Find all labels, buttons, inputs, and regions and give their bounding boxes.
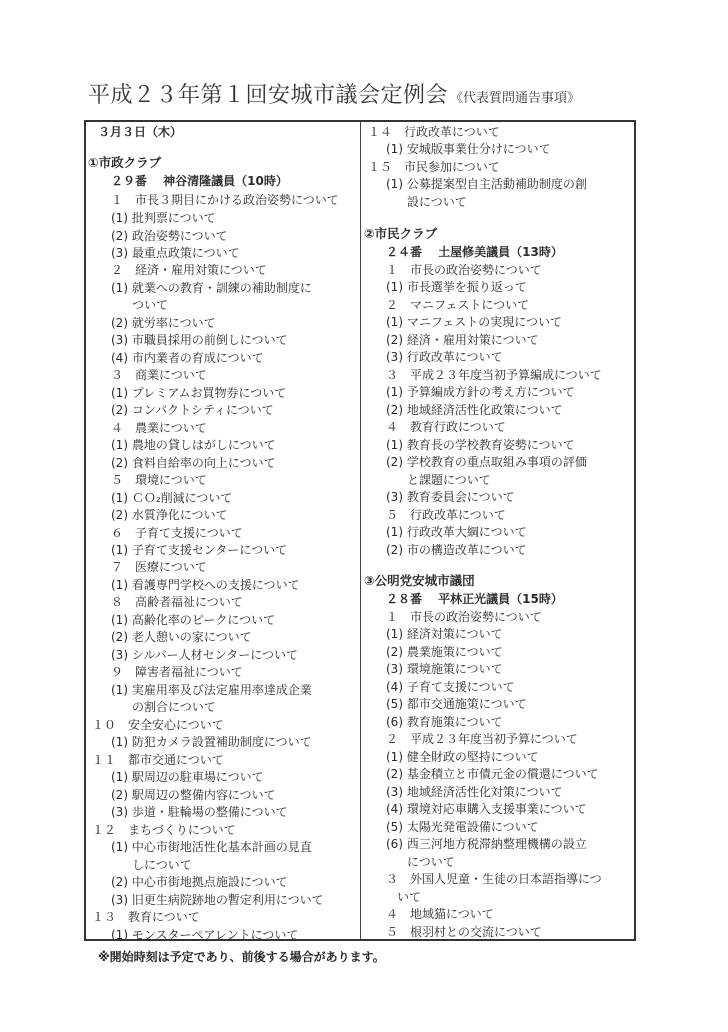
agenda-line: ３ 平成２３年度当初予算編成について bbox=[386, 368, 602, 382]
agenda-line: (4) 環境対応車購入支援事業について bbox=[386, 802, 587, 816]
agenda-line: １ 市長３期目にかける政治姿勢について bbox=[111, 193, 339, 207]
agenda-line: (1) マニフェストの実現について bbox=[386, 315, 562, 329]
agenda-line: (1) 看護専門学校への支援について bbox=[111, 578, 300, 592]
agenda-line: ３ 外国人児童・生徒の日本語指導につ bbox=[386, 872, 602, 886]
agenda-line: ７ 医療について bbox=[111, 560, 207, 574]
date-heading: ３月３日（木） bbox=[98, 125, 183, 139]
footnote: ※開始時刻は予定であり、前後する場合があります。 bbox=[98, 950, 385, 964]
agenda-table bbox=[84, 120, 636, 941]
member-heading: ２８番 平林正光議員（15時） bbox=[386, 592, 563, 606]
faction-heading: ②市民クラブ bbox=[364, 226, 438, 241]
agenda-line: (1) 市長選挙を振り返って bbox=[386, 280, 527, 294]
agenda-line: (2) 駅周辺の整備内容について bbox=[111, 788, 276, 802]
agenda-line: ３ 商業について bbox=[111, 368, 207, 382]
agenda-line: (1) 農地の貸しはがしについて bbox=[111, 438, 276, 452]
agenda-line: (3) 環境施策について bbox=[386, 662, 503, 676]
column-divider bbox=[360, 122, 361, 939]
agenda-line: (2) 経済・雇用対策について bbox=[386, 333, 539, 347]
agenda-line: (1) 健全財政の堅持について bbox=[386, 750, 539, 764]
agenda-line: (4) 子育て支援について bbox=[386, 680, 515, 694]
agenda-line: ４ 教育行政について bbox=[386, 420, 506, 434]
agenda-line: ついて bbox=[132, 298, 169, 312]
agenda-line: (3) シルバー人材センターについて bbox=[111, 648, 298, 662]
agenda-line: (2) 市の構造改革について bbox=[386, 543, 527, 557]
agenda-line: １５ 市民参加について bbox=[368, 160, 500, 174]
agenda-line: (1) プレミアムお買物券について bbox=[111, 386, 287, 400]
agenda-line: １０ 安全安心について bbox=[92, 718, 224, 732]
agenda-line: (1) 子育て支援センターについて bbox=[111, 543, 288, 557]
agenda-line: 設について bbox=[407, 195, 467, 209]
member-heading: ２４番 土屋修美議員（13時） bbox=[386, 245, 563, 259]
member-heading: ２９番 神谷清隆議員（10時） bbox=[111, 174, 288, 188]
agenda-line: (1) 予算編成方針の考え方について bbox=[386, 385, 575, 399]
agenda-line: (3) 教育委員会について bbox=[386, 490, 515, 504]
agenda-line: (2) 学校教育の重点取組み事項の評価 bbox=[386, 455, 587, 469]
agenda-line: ６ 子育て支援について bbox=[111, 526, 243, 540]
agenda-line: １１ 都市交通について bbox=[92, 753, 224, 767]
agenda-line: ５ 環境について bbox=[111, 473, 207, 487]
agenda-line: (1) 防犯カメラ設置補助制度について bbox=[111, 735, 312, 749]
agenda-line: (3) 市職員採用の前倒しについて bbox=[111, 333, 288, 347]
left-column bbox=[86, 122, 358, 939]
agenda-line: について bbox=[407, 855, 455, 869]
agenda-line: (3) 行政改革について bbox=[386, 350, 503, 364]
agenda-line: (1) 公募提案型自主活動補助制度の創 bbox=[386, 177, 587, 191]
agenda-line: (3) 旧更生病院跡地の暫定利用について bbox=[111, 893, 324, 907]
agenda-line: いて bbox=[397, 890, 422, 904]
agenda-line: (2) 地域経済活性化政策について bbox=[386, 403, 563, 417]
agenda-line: ２ マニフェストについて bbox=[386, 298, 530, 312]
agenda-line: (2) 水質浄化について bbox=[111, 508, 228, 522]
document-title bbox=[88, 78, 580, 109]
agenda-line: ２ 平成２３年度当初予算について bbox=[386, 732, 578, 746]
agenda-line: (1) 行政改革大綱について bbox=[386, 525, 527, 539]
agenda-line: ９ 障害者福祉について bbox=[111, 665, 243, 679]
agenda-line: (5) 太陽光発電設備について bbox=[386, 820, 539, 834]
title-main: 平成２３年第１回安城市議会定例会 bbox=[88, 83, 449, 108]
agenda-line: ５ 行政改革について bbox=[386, 508, 506, 522]
agenda-line: しについて bbox=[132, 858, 192, 872]
agenda-line: (1) 経済対策について bbox=[386, 627, 503, 641]
agenda-line: (1) モンスターペアレントについて bbox=[111, 928, 299, 939]
agenda-line: (1) 教育長の学校教育姿勢について bbox=[386, 438, 575, 452]
agenda-line: ４ 農業について bbox=[111, 421, 207, 435]
agenda-line: １３ 教育について bbox=[92, 910, 200, 924]
agenda-line: １ 市長の政治姿勢について bbox=[386, 263, 542, 277]
agenda-line: (1) 安城版事業仕分けについて bbox=[386, 142, 551, 156]
agenda-line: (2) 老人憩いの家について bbox=[111, 630, 252, 644]
agenda-line: (2) 就労率について bbox=[111, 316, 216, 330]
agenda-line: (5) 都市交通施策について bbox=[386, 697, 527, 711]
agenda-line: (1) 駅周辺の駐車場について bbox=[111, 770, 264, 784]
agenda-line: と課題について bbox=[407, 473, 491, 487]
agenda-line: ２ 経済・雇用対策について bbox=[111, 263, 267, 277]
agenda-line: の割合について bbox=[132, 700, 216, 714]
agenda-line: (2) 政治姿勢について bbox=[111, 229, 228, 243]
agenda-line: (3) 歩道・駐輪場の整備について bbox=[111, 805, 288, 819]
agenda-line: (1) 実雇用率及び法定雇用率達成企業 bbox=[111, 683, 312, 697]
faction-heading: ③公明党安城市議団 bbox=[364, 573, 475, 588]
faction-heading: ①市政クラブ bbox=[88, 155, 162, 170]
title-subtitle: 《代表質問通告事項》 bbox=[450, 91, 581, 106]
agenda-line: (2) 食料自給率の向上について bbox=[111, 456, 276, 470]
agenda-line: (3) 最重点政策について bbox=[111, 246, 240, 260]
agenda-line: (3) 地域経済活性化対策について bbox=[386, 785, 563, 799]
agenda-line: (1) 就業への教育・訓練の補助制度に bbox=[111, 281, 312, 295]
agenda-line: (6) 西三河地方税滞納整理機構の設立 bbox=[386, 837, 587, 851]
agenda-line: １ 市長の政治姿勢について bbox=[386, 610, 542, 624]
agenda-line: (2) コンパクトシティについて bbox=[111, 403, 274, 417]
agenda-line: １４ 行政改革について bbox=[368, 125, 500, 139]
agenda-line: (4) 市内業者の育成について bbox=[111, 351, 264, 365]
agenda-line: (6) 教育施策について bbox=[386, 715, 503, 729]
agenda-line: (1) 中心市街地活性化基本計画の見直 bbox=[111, 840, 312, 854]
agenda-line: (2) 中心市街地拠点施設について bbox=[111, 875, 288, 889]
agenda-line: １２ まちづくりについて bbox=[92, 823, 236, 837]
agenda-line: (1) 高齢化率のピークについて bbox=[111, 613, 276, 627]
agenda-line: (1) ＣＯ₂削減について bbox=[111, 491, 233, 505]
right-column bbox=[362, 122, 634, 939]
agenda-line: ５ 根羽村との交流について bbox=[386, 925, 542, 939]
agenda-line: (2) 基金積立と市債元金の償還について bbox=[386, 767, 599, 781]
agenda-line: ８ 高齢者福祉について bbox=[111, 595, 243, 609]
agenda-line: ４ 地域猫について bbox=[386, 907, 494, 921]
agenda-line: (1) 批判票について bbox=[111, 211, 216, 225]
agenda-line: (2) 農業施策について bbox=[386, 645, 503, 659]
